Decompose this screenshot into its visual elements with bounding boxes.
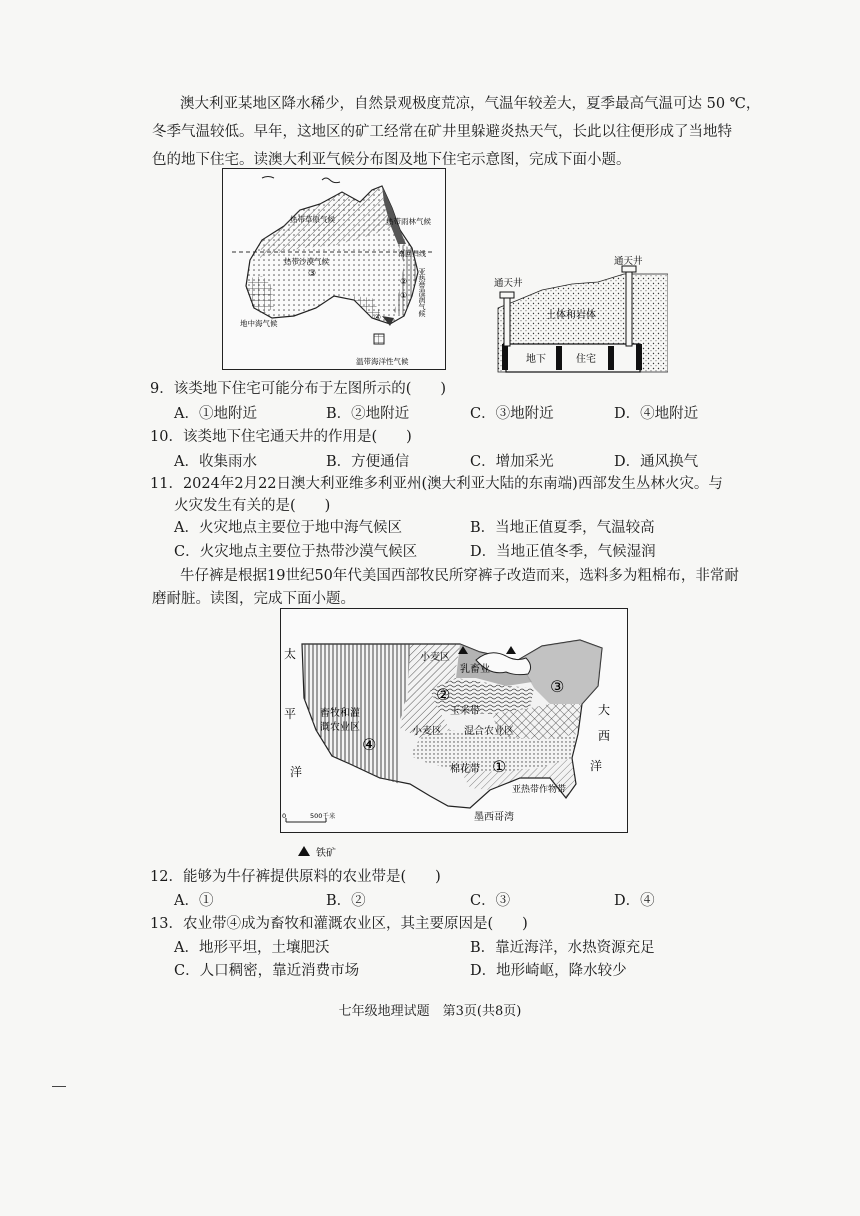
q13-option-c[interactable]: C．人口稠密，靠近消费市场 <box>174 963 360 979</box>
australia-climate-map <box>222 168 446 374</box>
intro2-line2: 磨耐脏。读图，完成下面小题。 <box>152 591 355 607</box>
label-mixed-farming: 混合农业区 <box>464 726 514 737</box>
q12-option-b[interactable]: B．② <box>326 893 366 909</box>
svg-text:亚热带湿润气候: 亚热带湿润气候 <box>418 268 426 317</box>
atlantic-char3: 洋 <box>590 759 603 773</box>
scale-label: 500千米 <box>310 812 336 820</box>
legend-iron-ore: 铁矿 <box>316 848 336 858</box>
marker-4: ④ <box>362 735 377 754</box>
label-ranch-line2: 溉农业区 <box>320 722 360 733</box>
q10-option-d[interactable]: D．通风换气 <box>614 454 699 470</box>
q10-option-c[interactable]: C．增加采光 <box>470 454 554 470</box>
margin-mark <box>52 1086 66 1087</box>
intro1-line1: 澳大利亚某地区降水稀少，自然景观极度荒凉，气温年较差大，夏季最高气温可达 50 ℃， <box>180 96 761 112</box>
q12-option-c[interactable]: C．③ <box>470 893 511 909</box>
label-ranch-line1: 畜牧和灌 <box>320 708 360 719</box>
q9-stem: 9．该类地下住宅可能分布于左图所示的( ) <box>150 381 447 397</box>
atlantic-char2: 西 <box>598 729 611 743</box>
q9-option-a[interactable]: A．①地附近 <box>174 406 257 422</box>
q11-option-b[interactable]: B．当地正值夏季，气温较高 <box>470 520 655 536</box>
q10-option-b[interactable]: B．方便通信 <box>326 454 410 470</box>
q9-option-b[interactable]: B．②地附近 <box>326 406 410 422</box>
q11-option-c[interactable]: C．火灾地点主要位于热带沙漠气候区 <box>174 544 418 560</box>
well-right-label: 通天井 <box>614 256 643 267</box>
label-desert: 热带沙漠气候 <box>284 257 329 266</box>
usa-agriculture-map <box>280 608 628 862</box>
q11-stem-line2: 火灾发生有关的是( ) <box>174 498 331 514</box>
label-dairy: 乳畜业 <box>460 664 490 675</box>
marker-1: ① <box>492 757 507 776</box>
iron-ore-legend-icon <box>298 846 310 856</box>
marker-3: ③ <box>308 269 317 279</box>
label-humid-subtropical <box>418 268 427 318</box>
q11-option-a[interactable]: A．火灾地点主要位于地中海气候区 <box>174 520 402 536</box>
q12-stem: 12．能够为牛仔裤提供原料的农业带是( ) <box>150 869 441 885</box>
label-subtropical: 亚热带作物带 <box>512 785 567 795</box>
q11-stem-line1: 11．2024年2月22日澳大利亚维多利亚州(澳大利亚大陆的东南端)西部发生丛林火灾。与 <box>150 476 723 492</box>
q9-option-c[interactable]: C．③地附近 <box>470 406 554 422</box>
label-mediterranean: 地中海气候 <box>240 319 278 328</box>
label-rainforest: 热带雨林气候 <box>386 217 431 226</box>
marker-2: ② <box>400 277 408 286</box>
marker-4: ④ <box>374 313 382 322</box>
soil-label: 土体和岩体 <box>546 310 596 321</box>
intro1-line2: 冬季气温较低。早年，这地区的矿工经常在矿井里躲避炎热天气，长此以往便形成了当地特 <box>152 124 732 140</box>
intro2-line1: 牛仔裤是根据19世纪50年代美国西部牧民所穿裤子改造而来，选料多为粗棉布，非常耐 <box>180 568 739 584</box>
intro1-line3: 色的地下住宅。读澳大利亚气候分布图及地下住宅示意图，完成下面小题。 <box>152 152 631 168</box>
q12-option-d[interactable]: D．④ <box>614 893 655 909</box>
marker-2: ② <box>436 685 451 704</box>
underground-house-diagram <box>492 252 668 378</box>
well-left-label: 通天井 <box>494 278 523 289</box>
atlantic-char1: 大 <box>598 703 611 717</box>
underground-label: 地下 <box>526 354 546 365</box>
page-footer: 七年级地理试题 第3页(共8页) <box>338 1004 522 1019</box>
label-wheat-south: 小麦区 <box>412 726 442 737</box>
q13-option-a[interactable]: A．地形平坦，土壤肥沃 <box>174 940 330 956</box>
pacific-char3: 洋 <box>290 765 303 779</box>
q13-option-d[interactable]: D．地形崎岖，降水较少 <box>470 963 627 979</box>
q11-option-d[interactable]: D．当地正值冬季，气候湿润 <box>470 544 656 560</box>
house-label: 住宅 <box>576 354 596 365</box>
pacific-char2: 平 <box>284 707 297 721</box>
pacific-char1: 太 <box>284 647 297 661</box>
svg-text:0: 0 <box>282 812 287 820</box>
q12-option-a[interactable]: A．① <box>174 893 214 909</box>
q13-option-b[interactable]: B．靠近海洋，水热资源充足 <box>470 940 655 956</box>
marker-3: ③ <box>550 677 565 696</box>
label-oceanic: 温带海洋性气候 <box>356 357 409 366</box>
label-savanna: 热带草原气候 <box>290 215 335 224</box>
marker-1: ① <box>400 291 408 300</box>
q13-stem: 13．农业带④成为畜牧和灌溉农业区，其主要原因是( ) <box>150 916 528 932</box>
q9-option-d[interactable]: D．④地附近 <box>614 406 699 422</box>
q10-option-a[interactable]: A．收集雨水 <box>174 454 257 470</box>
label-corn-belt: 玉米带 <box>450 706 480 717</box>
label-cotton-belt: 棉花带 <box>450 764 480 775</box>
q10-stem: 10．该类地下住宅通天井的作用是( ) <box>150 429 412 445</box>
label-gulf: 墨西哥湾 <box>474 812 514 823</box>
label-tropic: 南回归线 <box>398 250 426 258</box>
label-wheat-north: 小麦区 <box>420 652 450 663</box>
